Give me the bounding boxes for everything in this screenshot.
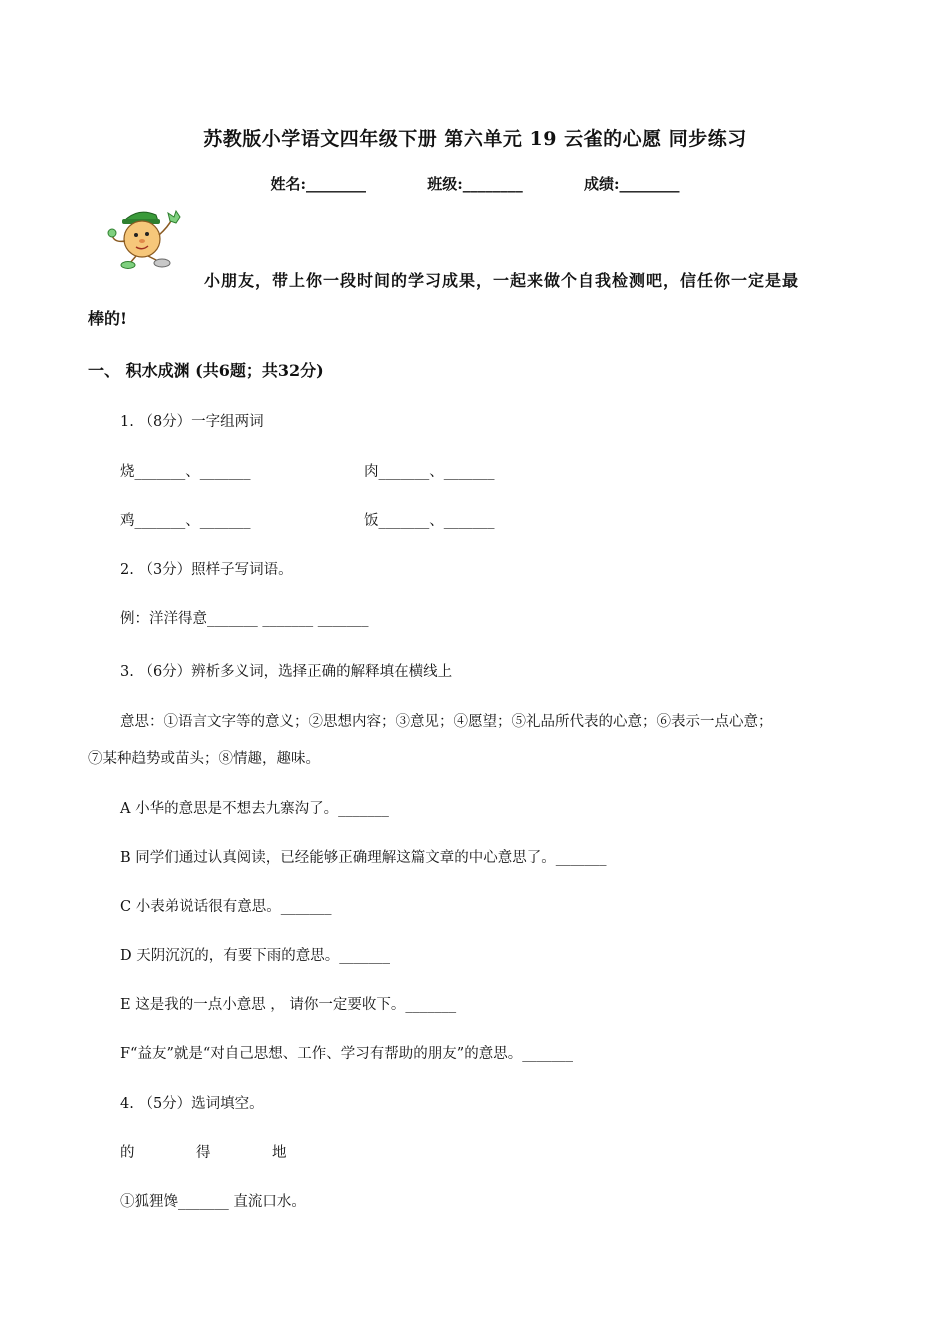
question-3-item-c[interactable]: C 小表弟说话很有意思。_______ [120, 899, 332, 915]
question-4-stem: 4. （5分）选词填空。 [120, 1096, 264, 1112]
question-3-item-a[interactable]: A 小华的意思是不想去九寨沟了。_______ [120, 801, 389, 817]
question-3-item-b[interactable]: B 同学们通过认真阅读，已经能够正确理解这篇文章的中心意思了。_______ [120, 850, 607, 866]
name-field[interactable]: 姓名:________ [270, 175, 366, 193]
question-4-option-de2: 得 [196, 1145, 211, 1161]
section-heading: 一、 积水成渊 (共6题；共32分) [88, 361, 324, 380]
score-field[interactable]: 成绩:________ [584, 175, 680, 193]
question-1-row2-right[interactable]: 饭_______、_______ [364, 513, 495, 529]
mascot-icon [106, 205, 188, 271]
class-field[interactable]: 班级:________ [427, 175, 523, 193]
question-4-option-de: 的 [120, 1145, 135, 1161]
question-1-row1-right[interactable]: 肉_______、_______ [364, 464, 495, 480]
student-info-row [0, 173, 950, 194]
question-3-item-f[interactable]: F“益友”就是“对自己思想、工作、学习有帮助的朋友”的意思。_______ [120, 1046, 573, 1062]
question-1-stem: 1. （8分）一字组两词 [120, 414, 264, 430]
question-3-item-e[interactable]: E 这是我的一点小意思 ， 请你一定要收下。_______ [120, 997, 457, 1013]
question-4-option-di: 地 [272, 1145, 287, 1161]
intro-text-line2: 棒的! [88, 309, 128, 328]
question-4-item-1[interactable]: ①狐狸馋_______ 直流口水。 [120, 1194, 306, 1210]
question-3-meanings-line2: ⑦某种趋势或苗头；⑧情趣，趣味。 [88, 751, 320, 767]
question-3-stem: 3. （6分）辨析多义词，选择正确的解释填在横线上 [120, 664, 453, 680]
page-title: 苏教版小学语文四年级下册 第六单元 19 云雀的心愿 同步练习 [203, 128, 747, 150]
question-1-row2-left[interactable]: 鸡_______、_______ [120, 513, 251, 529]
question-3-item-d[interactable]: D 天阴沉沉的，有要下雨的意思。_______ [120, 948, 390, 964]
question-3-meanings-line1: 意思：①语言文字等的意义；②思想内容；③意见；④愿望；⑤礼品所代表的心意；⑥表示一点心意； [120, 714, 773, 730]
question-2-example[interactable]: 例：洋洋得意_______ _______ _______ [120, 611, 369, 627]
question-1-row1-left[interactable]: 烧_______、_______ [120, 464, 251, 480]
intro-text-line1: 小朋友，带上你一段时间的学习成果，一起来做个自我检测吧，信任你一定是最 [204, 271, 800, 290]
question-2-stem: 2. （3分）照样子写词语。 [120, 562, 293, 578]
